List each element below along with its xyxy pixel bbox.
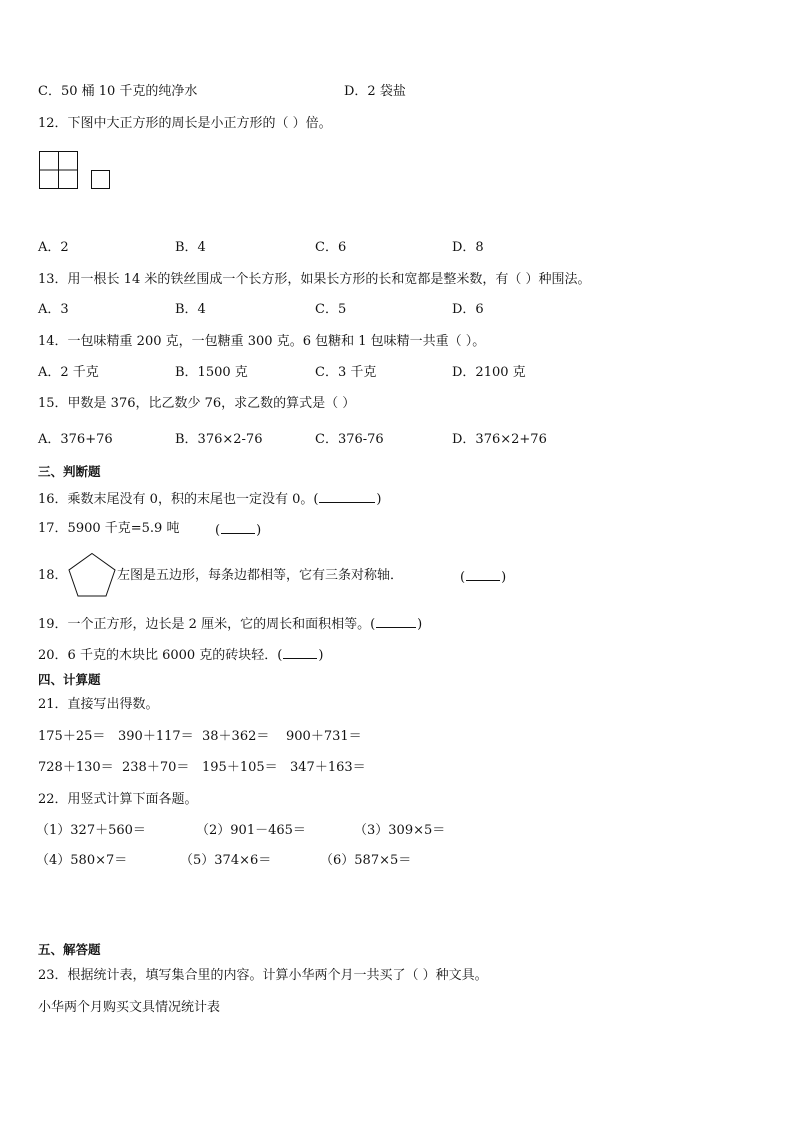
q12-stem: 12．下图中大正方形的周长是小正方形的（ ）倍。: [38, 116, 332, 131]
q22-item: （3）309×5＝: [354, 823, 446, 838]
pentagon-figure: [67, 552, 117, 598]
q23-stem: 23．根据统计表，填写集合里的内容。计算小华两个月一共买了（ ）种文具。: [38, 968, 488, 983]
q22-item: （2）901－465＝: [196, 823, 306, 838]
q20: [38, 646, 323, 664]
q19: [38, 615, 422, 633]
q17: [38, 521, 179, 537]
q22-item: （1）327＋560＝: [36, 823, 146, 838]
q17-answer: [215, 521, 261, 539]
q18-answer: [460, 568, 506, 586]
q22-item: （6）587×5＝: [320, 853, 412, 868]
q17-open-paren: (: [215, 523, 221, 538]
q15-option-b: B．376×2-76: [175, 432, 263, 447]
q21-item: 900＋731＝: [286, 729, 362, 744]
q11-option-c: C．50 桶 10 千克的纯净水: [38, 84, 198, 99]
q21-item: 238＋70＝: [122, 760, 190, 775]
q17-close-paren: ): [256, 523, 262, 538]
q18-text: 左图是五边形，每条边都相等，它有三条对称轴．: [117, 568, 404, 583]
q21-item: 390＋117＝: [118, 729, 194, 744]
q22-stem: 22．用竖式计算下面各题。: [38, 792, 198, 807]
small-square-figure: [91, 170, 113, 192]
q14-option-c: C．3 千克: [315, 365, 377, 380]
q22-item: （4）580×7＝: [36, 853, 128, 868]
q12-option-a: A．2: [38, 240, 69, 255]
q12-option-d: D．8: [452, 240, 484, 255]
q21-item: 347＋163＝: [290, 760, 366, 775]
q13-stem: 13．用一根长 14 米的铁丝围成一个长方形，如果长方形的长和宽都是整米数，有（ ）种围法。: [38, 272, 591, 287]
q18-answer-blank[interactable]: [466, 568, 500, 581]
q11-option-d: D．2 袋盐: [344, 84, 406, 99]
q15-option-c: C．376-76: [315, 432, 384, 447]
q21-item: 728＋130＝: [38, 760, 114, 775]
q19-close-paren: ): [417, 617, 423, 632]
q13-option-c: C．5: [315, 302, 347, 317]
q17-text: 17．5900 千克=5.9 吨: [38, 521, 180, 536]
q13-option-b: B．4: [175, 302, 206, 317]
q16-close-paren: ): [376, 492, 382, 507]
q17-answer-blank[interactable]: [221, 521, 255, 534]
section-4-heading: 四、计算题: [38, 672, 101, 687]
q15-option-a: A．376+76: [38, 432, 113, 447]
q16-answer-blank[interactable]: [319, 490, 375, 503]
q19-text: 19．一个正方形，边长是 2 厘米，它的周长和面积相等。(: [38, 617, 376, 632]
q21-stem: 21．直接写出得数。: [38, 697, 159, 712]
q23-table-title: 小华两个月购买文具情况统计表: [38, 1000, 221, 1015]
q21-item: 175＋25＝: [38, 729, 106, 744]
q12-option-b: B．4: [175, 240, 206, 255]
q16: [38, 490, 382, 508]
q15-option-d: D．376×2+76: [452, 432, 547, 447]
q14-option-b: B．1500 克: [175, 365, 248, 380]
q18-number: 18．: [38, 568, 68, 583]
section-5-heading: 五、解答题: [38, 942, 101, 957]
q20-text: 20．6 千克的木块比 6000 克的砖块轻．(: [38, 648, 283, 663]
q20-close-paren: ): [318, 648, 324, 663]
q14-option-a: A．2 千克: [38, 365, 99, 380]
q18-open-paren: (: [460, 570, 466, 585]
q22-item: （5）374×6＝: [180, 853, 272, 868]
q21-item: 38＋362＝: [202, 729, 270, 744]
q21-item: 195＋105＝: [202, 760, 278, 775]
q13-option-a: A．3: [38, 302, 69, 317]
q19-answer-blank[interactable]: [376, 615, 416, 628]
q13-option-d: D．6: [452, 302, 484, 317]
q16-text: 16．乘数末尾没有 0，积的末尾也一定没有 0。(: [38, 492, 319, 507]
q15-stem: 15．甲数是 376，比乙数少 76，求乙数的算式是（ ）: [38, 396, 356, 411]
q18-close-paren: ): [501, 570, 507, 585]
q14-stem: 14．一包味精重 200 克，一包糖重 300 克。6 包糖和 1 包味精一共重（ ）。: [38, 334, 486, 349]
large-square-figure: [39, 151, 79, 191]
section-3-heading: 三、判断题: [38, 464, 101, 479]
q12-option-c: C．6: [315, 240, 347, 255]
q20-answer-blank[interactable]: [283, 646, 317, 659]
q14-option-d: D．2100 克: [452, 365, 526, 380]
